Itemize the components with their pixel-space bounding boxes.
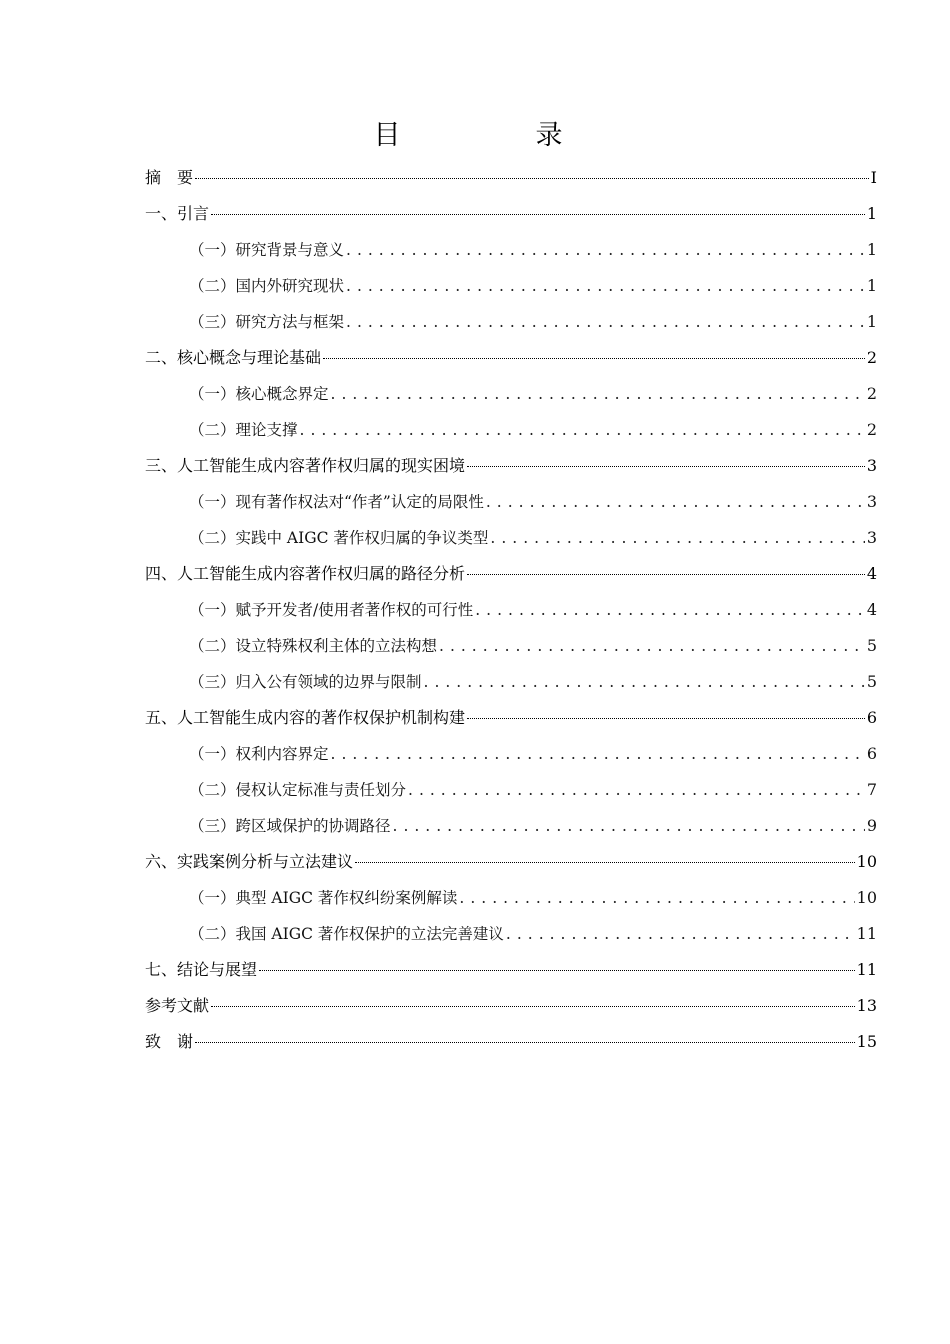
toc-entry-section[interactable] [145, 736, 877, 772]
toc-entry-page-number: 1 [866, 204, 877, 223]
dot-leader [346, 268, 865, 304]
toc-entry-page-number: 1 [866, 240, 877, 259]
toc-entry-label: （一）现有著作权法对“作者”认定的局限性 [189, 493, 484, 511]
dot-leader [439, 628, 865, 664]
table-of-contents [145, 160, 877, 1060]
toc-entry-chapter[interactable] [145, 340, 877, 376]
toc-entry-page-number: 3 [866, 492, 877, 511]
dot-leader [459, 880, 854, 916]
dot-leader [323, 357, 865, 359]
toc-entry-label: （一）研究背景与意义 [189, 241, 345, 259]
toc-entry-section[interactable] [145, 268, 877, 304]
toc-entry-page-number: 11 [856, 924, 877, 943]
toc-entry-page-number: 10 [856, 852, 877, 871]
toc-entry-page-number: 1 [866, 312, 877, 331]
dot-leader [408, 772, 865, 808]
dot-leader [490, 520, 864, 556]
toc-entry-chapter[interactable] [145, 988, 877, 1024]
toc-entry-label: （一）典型 AIGC 著作权纠纷案例解读 [189, 889, 458, 907]
toc-entry-label: 致 谢 [145, 1032, 194, 1051]
dot-leader [211, 1005, 855, 1007]
toc-entry-label: （二）设立特殊权利主体的立法构想 [189, 637, 438, 655]
toc-entry-label: （二）理论支撑 [189, 421, 298, 439]
toc-entry-chapter[interactable] [145, 700, 877, 736]
toc-entry-chapter[interactable] [145, 196, 877, 232]
toc-entry-page-number: 5 [866, 672, 877, 691]
toc-entry-page-number: 13 [856, 996, 877, 1015]
toc-entry-section[interactable] [145, 664, 877, 700]
toc-entry-page-number: 15 [856, 1032, 877, 1051]
dot-leader [195, 1041, 855, 1043]
dot-leader [211, 213, 865, 215]
dot-leader [424, 664, 865, 700]
toc-entry-section[interactable] [145, 520, 877, 556]
dot-leader [467, 465, 865, 467]
dot-leader [486, 484, 865, 520]
toc-entry-page-number: 7 [866, 780, 877, 799]
dot-leader [355, 861, 855, 863]
dot-leader [467, 717, 865, 719]
toc-entry-section[interactable] [145, 232, 877, 268]
toc-entry-chapter[interactable] [145, 844, 877, 880]
toc-entry-section[interactable] [145, 880, 877, 916]
toc-entry-page-number: 6 [866, 744, 877, 763]
toc-entry-section[interactable] [145, 592, 877, 628]
toc-entry-page-number: 2 [866, 420, 877, 439]
toc-entry-label: 二、核心概念与理论基础 [145, 348, 322, 367]
dot-leader [331, 376, 865, 412]
toc-entry-page-number: I [870, 168, 877, 187]
dot-leader [393, 808, 865, 844]
toc-entry-page-number: 4 [866, 600, 877, 619]
toc-entry-section[interactable] [145, 916, 877, 952]
toc-entry-page-number: 10 [856, 888, 877, 907]
toc-entry-label: 一、引言 [145, 204, 210, 223]
toc-entry-chapter[interactable] [145, 952, 877, 988]
toc-entry-label: 七、结论与展望 [145, 960, 258, 979]
toc-entry-label: 三、人工智能生成内容著作权归属的现实困境 [145, 456, 466, 475]
toc-entry-section[interactable] [145, 376, 877, 412]
dot-leader [195, 177, 869, 179]
toc-entry-label: （一）核心概念界定 [189, 385, 329, 403]
toc-entry-label: （二）国内外研究现状 [189, 277, 345, 295]
dot-leader [506, 916, 855, 952]
toc-title: 目 录 [373, 120, 617, 151]
toc-entry-label: （二）侵权认定标准与责任划分 [189, 781, 407, 799]
toc-entry-label: 参考文献 [145, 996, 210, 1015]
toc-entry-label: 四、人工智能生成内容著作权归属的路径分析 [145, 564, 466, 583]
toc-entry-page-number: 9 [866, 816, 877, 835]
toc-entry-section[interactable] [145, 772, 877, 808]
toc-entry-page-number: 1 [866, 276, 877, 295]
dot-leader [346, 232, 865, 268]
toc-entry-label: （一）权利内容界定 [189, 745, 329, 763]
toc-entry-section[interactable] [145, 484, 877, 520]
toc-entry-page-number: 6 [866, 708, 877, 727]
toc-entry-label: （二）我国 AIGC 著作权保护的立法完善建议 [189, 925, 504, 943]
toc-entry-page-number: 3 [866, 528, 877, 547]
toc-entry-page-number: 4 [866, 564, 877, 583]
dot-leader [475, 592, 865, 628]
dot-leader [346, 304, 865, 340]
toc-entry-page-number: 2 [866, 348, 877, 367]
toc-entry-chapter[interactable] [145, 448, 877, 484]
dot-leader [300, 412, 865, 448]
toc-entry-label: （三）研究方法与框架 [189, 313, 345, 331]
toc-entry-label: （三）跨区域保护的协调路径 [189, 817, 391, 835]
toc-entry-label: （一）赋予开发者/使用者著作权的可行性 [189, 601, 474, 619]
toc-entry-label: （三）归入公有领域的边界与限制 [189, 673, 422, 691]
toc-entry-chapter[interactable] [145, 160, 877, 196]
dot-leader [331, 736, 865, 772]
toc-entry-label: 五、人工智能生成内容的著作权保护机制构建 [145, 708, 466, 727]
toc-entry-section[interactable] [145, 808, 877, 844]
toc-entry-page-number: 3 [866, 456, 877, 475]
toc-entry-chapter[interactable] [145, 1024, 877, 1060]
toc-entry-section[interactable] [145, 304, 877, 340]
toc-entry-section[interactable] [145, 628, 877, 664]
toc-entry-chapter[interactable] [145, 556, 877, 592]
toc-entry-section[interactable] [145, 412, 877, 448]
dot-leader [467, 573, 865, 575]
toc-entry-label: 摘 要 [145, 168, 194, 187]
dot-leader [259, 969, 855, 971]
toc-entry-label: （二）实践中 AIGC 著作权归属的争议类型 [189, 529, 489, 547]
toc-entry-page-number: 2 [866, 384, 877, 403]
toc-entry-page-number: 5 [866, 636, 877, 655]
toc-entry-label: 六、实践案例分析与立法建议 [145, 852, 354, 871]
toc-entry-page-number: 11 [856, 960, 877, 979]
